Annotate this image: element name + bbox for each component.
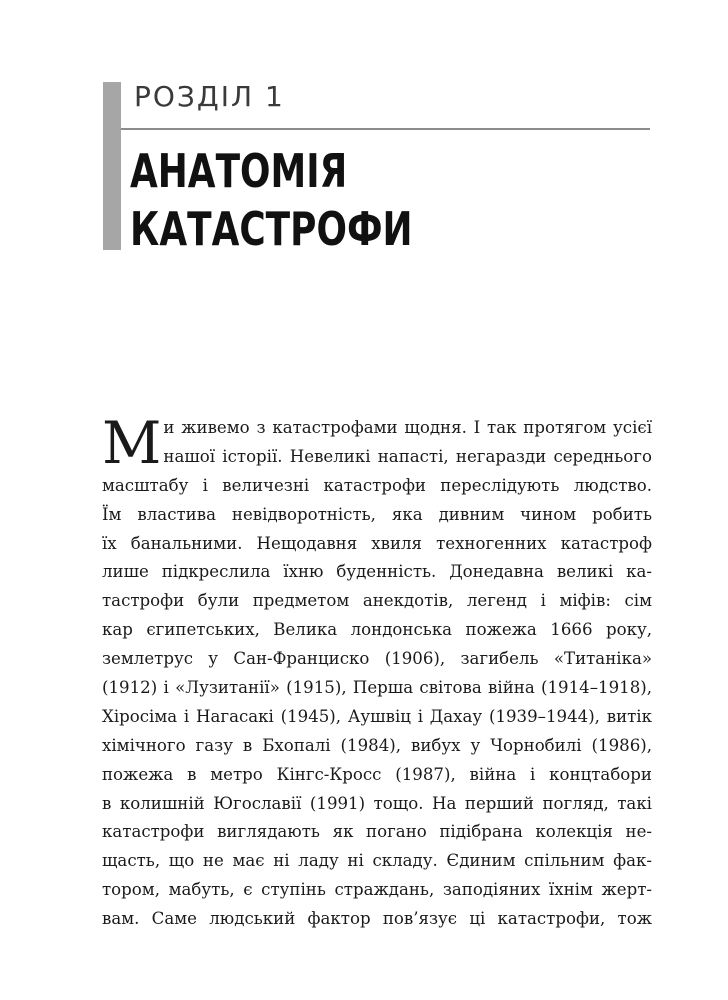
chapter-label: РОЗДІЛ 1: [134, 80, 285, 113]
body-paragraph: [102, 409, 652, 934]
text-line: Їм властива невідворотність, яка дивним чином робить: [102, 504, 652, 524]
text-line: землетрус у Сан-Франциско (1906), загибель «Титаніка»: [102, 649, 652, 669]
text-line: в колишній Югославії (1991) тощо. На перший погляд, такі: [102, 793, 652, 813]
text-line: масштабу і величезні катастрофи переслідують людство.: [102, 475, 652, 495]
text-line: Хіросіма і Нагасакі (1945), Аушвіц і Дахау (1939–1944), витік: [102, 706, 652, 726]
text-line: нашої історії. Невеликі напасті, негаразди середнього: [163, 446, 652, 466]
drop-cap: М: [102, 409, 162, 477]
text-line: тором, мабуть, є ступінь страждань, заподіяних їхнім жерт-: [102, 880, 652, 900]
text-line: хімічного газу в Бхопалі (1984), вибух у Чорнобилі (1986),: [102, 735, 652, 755]
text-line: їх банальними. Нещодавня хвиля техногенних катастроф: [102, 533, 652, 553]
chapter-title-line-2: КАТАСТРОФИ: [130, 202, 413, 256]
text-line: катастрофи виглядають як погано підібрана колекція не-: [102, 822, 652, 842]
chapter-title: [130, 142, 504, 258]
text-line: вам. Саме людський фактор пов’язує ці катастрофи, тож: [102, 909, 652, 929]
chapter-divider: [121, 128, 650, 130]
text-line: кар єгипетських, Велика лондонська пожежа 1666 року,: [102, 620, 652, 640]
text-line: щасть, що не має ні ладу ні складу. Єдиним спільним фак-: [102, 851, 652, 871]
chapter-title-line-1: АНАТОМІЯ: [130, 144, 348, 198]
text-line: (1912) і «Лузитанії» (1915), Перша світова війна (1914–1918),: [102, 678, 652, 698]
text-line: пожежа в метро Кінгс-Кросс (1987), війна і концтабори: [102, 764, 652, 784]
text-line: тастрофи були предметом анекдотів, легенд і міфів: сім: [102, 591, 652, 611]
text-line: лише підкреслила їхню буденність. Донедавна великі ка-: [102, 562, 652, 582]
chapter-accent-bar: [103, 82, 121, 250]
text-line: и живемо з катастрофами щодня. І так протягом усієї: [163, 418, 652, 437]
